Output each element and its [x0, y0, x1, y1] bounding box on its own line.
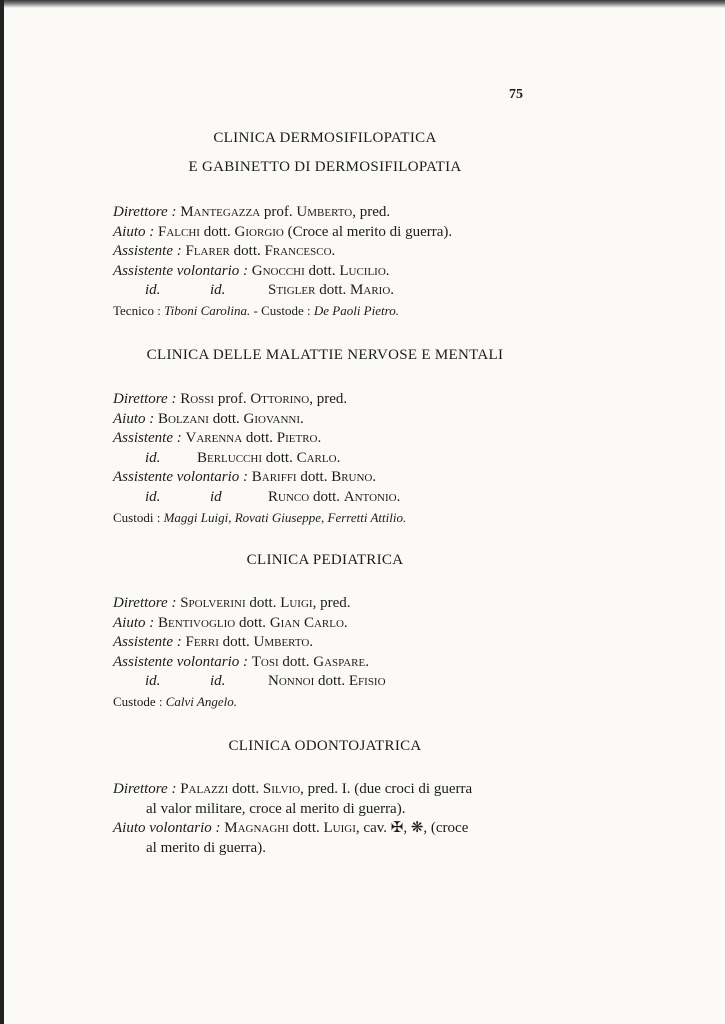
text-segment: Tecnico : — [113, 302, 165, 318]
person-name: Mario — [350, 282, 391, 299]
text-segment: , pred. — [352, 204, 391, 220]
section-heading: CLINICA PEDIATRICA — [246, 552, 404, 568]
staff-line — [113, 594, 553, 614]
person-name: Umberto — [253, 634, 310, 651]
scan-left-edge — [0, 0, 4, 1024]
role-label: Calvi Angelo. — [165, 693, 237, 709]
text-segment: id — [210, 488, 222, 505]
text-segment: , pred. I. (due croci di guerra — [300, 781, 473, 797]
staff-line — [113, 390, 553, 410]
person-name: Ferri — [185, 634, 219, 651]
text-segment: dott. — [288, 820, 324, 837]
person-name: Luigi — [323, 820, 356, 837]
text-segment: Custodi : — [113, 509, 164, 525]
section-heading: CLINICA ODONTOJATRICA — [228, 738, 422, 754]
person-name: Francesco — [264, 243, 332, 260]
text-segment: dott. — [218, 634, 254, 651]
role-label: Assistente volontario : — [113, 262, 252, 279]
person-name: Runco — [268, 488, 310, 505]
text-segment: prof. — [214, 391, 251, 407]
person-name: Berlucchi — [197, 449, 263, 466]
staff-line — [113, 301, 553, 321]
text-segment: . — [396, 488, 401, 505]
role-label: Assistente : — [113, 243, 186, 260]
person-name: Stigler — [268, 282, 316, 299]
staff-line — [113, 653, 553, 673]
role-label: De Paoli Pietro. — [313, 302, 399, 318]
person-name: Flarer — [185, 243, 230, 260]
text-segment: . — [385, 262, 390, 279]
text-segment: id. — [145, 449, 161, 466]
text-segment: dott. — [314, 673, 349, 690]
staff-line — [113, 203, 553, 223]
staff-line — [113, 429, 553, 449]
text-segment: al merito di guerra). — [146, 839, 266, 856]
text-segment: dott. — [262, 449, 297, 466]
staff-line — [113, 223, 553, 243]
text-segment: dott. — [208, 410, 244, 427]
person-name: Tosi — [251, 653, 279, 670]
text-segment: al valor militare, croce al merito di guerra). — [146, 800, 406, 817]
section-heading: CLINICA DELLE MALATTIE NERVOSE E MENTALI — [146, 347, 504, 363]
staff-line — [113, 488, 553, 508]
role-label: Assistente volontario : — [113, 469, 252, 486]
text-segment: dott. — [315, 282, 351, 299]
text-segment: . — [343, 614, 348, 631]
staff-line — [113, 780, 553, 800]
text-segment: . — [300, 410, 304, 427]
person-name: Lucilio — [339, 262, 386, 279]
person-name: Gaspare — [313, 653, 366, 670]
text-segment: . — [365, 653, 369, 670]
staff-line — [113, 819, 553, 839]
text-segment: dott. — [229, 243, 265, 260]
staff-list — [113, 780, 553, 858]
person-name: Magnaghi — [224, 820, 289, 837]
staff-line — [113, 410, 553, 430]
staff-list — [113, 594, 553, 712]
person-name: Antonio — [343, 488, 397, 505]
person-name: Falchi — [158, 223, 200, 240]
person-name: Bariffi — [251, 469, 297, 486]
text-segment: id. — [210, 282, 226, 299]
text-segment: prof. — [260, 204, 297, 220]
person-name: Mantegazza — [180, 204, 261, 220]
staff-line-continuation — [113, 800, 553, 820]
text-segment: . — [309, 634, 314, 651]
text-segment: , pred. — [309, 391, 348, 407]
person-name: Umberto — [296, 204, 353, 220]
text-segment: , pred. — [312, 595, 351, 611]
person-name: Ottorino — [250, 391, 310, 407]
staff-list — [113, 390, 553, 527]
role-label: Assistente : — [113, 430, 186, 447]
section-heading: CLINICA DERMOSIFILOPATICA — [213, 130, 437, 146]
text-segment: dott. — [242, 430, 277, 447]
page-number: 75 — [509, 87, 523, 102]
text-segment: dott. — [245, 595, 281, 611]
role-label: Direttore : — [113, 391, 181, 407]
text-segment: id. — [145, 488, 161, 505]
person-name: Luigi — [280, 595, 313, 611]
person-name: Rossi — [180, 391, 215, 407]
person-name: Gnocchi — [251, 262, 305, 279]
text-segment: id. — [145, 282, 161, 299]
staff-line — [113, 692, 553, 712]
role-label: Aiuto : — [113, 223, 158, 240]
person-name: Bolzani — [158, 410, 209, 427]
staff-line — [113, 468, 553, 488]
person-name: Efisio — [348, 673, 386, 690]
staff-line — [113, 508, 553, 528]
person-name: Pietro — [276, 430, 318, 447]
staff-line — [113, 672, 553, 692]
person-name: Spolverini — [180, 595, 246, 611]
text-segment: dott. — [296, 469, 332, 486]
staff-line-continuation — [113, 839, 553, 859]
role-label: Direttore : — [113, 781, 181, 797]
text-segment: dott. — [199, 223, 235, 240]
section-heading: E GABINETTO DI DERMOSIFILOPATIA — [188, 159, 462, 175]
role-label: Tiboni Carolina. — [164, 302, 251, 318]
role-label: Direttore : — [113, 595, 181, 611]
text-segment: (Croce al merito di guerra). — [283, 223, 453, 240]
role-label: Assistente volontario : — [113, 653, 252, 670]
person-name: Palazzi — [180, 781, 229, 797]
person-name: Silvio — [262, 781, 301, 797]
person-name: Giorgio — [234, 223, 284, 240]
staff-line — [113, 614, 553, 634]
person-name: Giovanni — [243, 410, 301, 427]
person-name: Varenna — [185, 430, 243, 447]
text-segment: - Custode : — [250, 302, 314, 318]
role-label: Maggi Luigi, Rovati Giuseppe, Ferretti Attilio. — [163, 509, 407, 525]
text-segment: . — [317, 430, 322, 447]
text-segment: Custode : — [113, 693, 166, 709]
person-name: Nonnoi — [268, 673, 315, 690]
text-segment: . — [372, 469, 377, 486]
text-segment: . — [336, 449, 341, 466]
person-name: Gian Carlo — [269, 614, 344, 631]
person-name: Bentivoglio — [158, 614, 236, 631]
staff-line — [113, 262, 553, 282]
role-label: Assistente : — [113, 634, 186, 651]
text-segment: id. — [210, 673, 226, 690]
role-label: Aiuto volontario : — [113, 820, 225, 837]
text-segment: dott. — [278, 653, 314, 670]
role-label: Direttore : — [113, 204, 181, 220]
staff-line — [113, 242, 553, 262]
role-label: Aiuto : — [113, 410, 158, 427]
staff-line — [113, 281, 553, 301]
staff-line — [113, 449, 553, 469]
text-segment: dott. — [309, 488, 344, 505]
person-name: Carlo — [296, 449, 337, 466]
person-name: Bruno — [331, 469, 373, 486]
text-segment: id. — [145, 673, 161, 690]
text-segment: , cav. ✠, ❋, (croce — [355, 820, 469, 837]
staff-line — [113, 633, 553, 653]
text-segment: . — [390, 282, 395, 299]
text-segment: . — [331, 243, 336, 260]
text-segment: dott. — [235, 614, 270, 631]
text-segment: dott. — [228, 781, 263, 797]
staff-list — [113, 203, 553, 321]
role-label: Aiuto : — [113, 614, 158, 631]
scan-top-edge — [0, 0, 725, 8]
text-segment: dott. — [304, 262, 340, 279]
